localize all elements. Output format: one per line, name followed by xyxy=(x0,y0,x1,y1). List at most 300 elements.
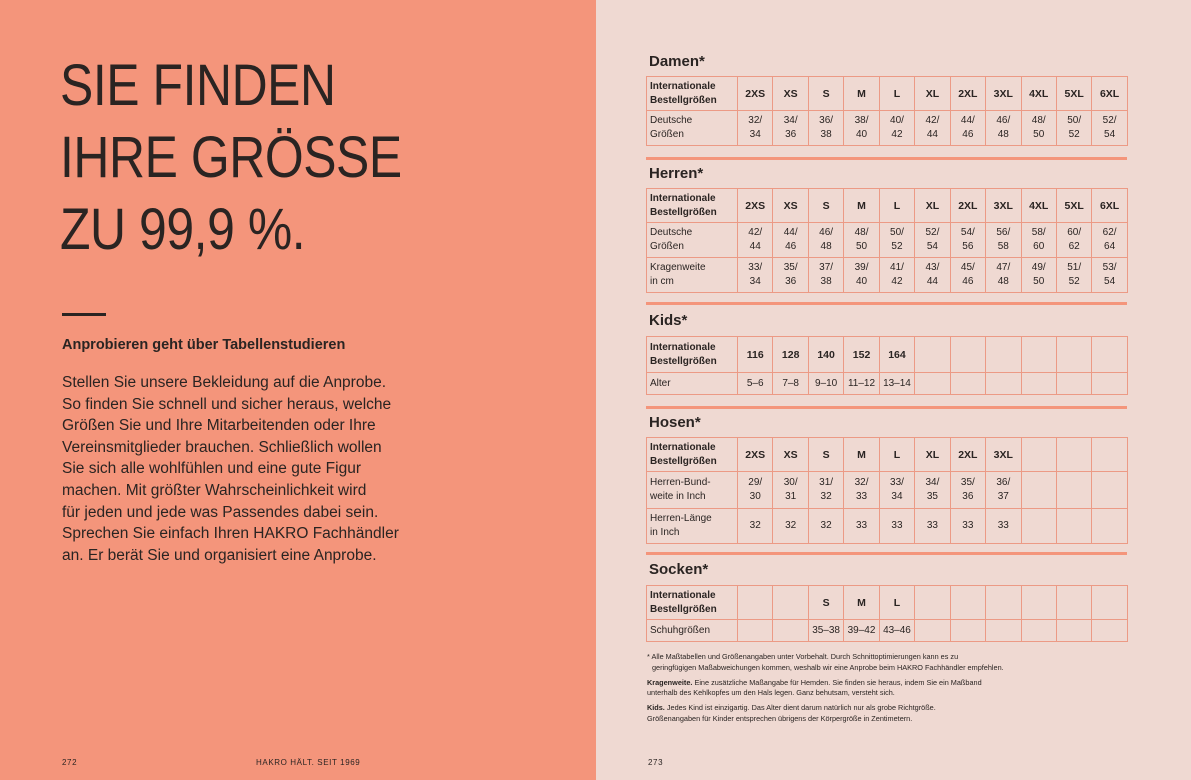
table-cell xyxy=(915,337,950,373)
table-cell: 33 xyxy=(915,509,950,544)
table-cell xyxy=(950,373,985,395)
table-cell: 13–14 xyxy=(879,373,914,395)
cell-line: 36/ xyxy=(819,115,834,126)
footnote xyxy=(647,703,1117,725)
table-cell xyxy=(915,620,950,642)
table-cell: XS xyxy=(773,438,808,472)
table-cell xyxy=(1056,373,1091,395)
footnote-line: unterhalb des Kehlkopfes um den Hals legen. Ganz behutsam, versteht sich. xyxy=(647,688,895,698)
row-label xyxy=(647,509,738,544)
table-cell xyxy=(1056,223,1091,258)
table-cell xyxy=(986,620,1021,642)
cell-line: 33 xyxy=(855,491,868,502)
section-title: Socken* xyxy=(649,561,709,578)
row-label xyxy=(647,223,738,258)
accent-rule xyxy=(62,313,106,316)
footnote-line: Jedes Kind ist einzigartig. Das Alter dient darum natürlich nur als grobe Richtgröße. xyxy=(664,703,936,713)
section-divider xyxy=(646,302,1127,305)
cell-line: 48 xyxy=(997,129,1009,140)
table-cell: 33 xyxy=(844,509,879,544)
table-cell: 5XL xyxy=(1056,77,1091,111)
cell-line: 36 xyxy=(785,129,797,140)
table-cell xyxy=(1092,438,1127,472)
table-cell xyxy=(738,472,773,509)
table-cell xyxy=(1092,472,1127,509)
cell-line: 51/ xyxy=(1067,262,1082,273)
headline-line: SIE FINDEN xyxy=(60,53,336,118)
cell-line: 44 xyxy=(926,129,938,140)
row-label xyxy=(647,620,738,642)
cell-line: 33/ xyxy=(890,477,904,488)
section-title: Damen* xyxy=(649,53,705,70)
cell-line: 35/ xyxy=(960,477,975,488)
table-cell xyxy=(738,586,773,620)
cell-line: 53/ xyxy=(1102,262,1117,273)
table-cell xyxy=(986,223,1021,258)
table-cell: S xyxy=(808,438,843,472)
table-cell xyxy=(808,258,843,293)
cell-line: 35 xyxy=(926,491,938,502)
table-cell xyxy=(986,337,1021,373)
row-label-line: in cm xyxy=(650,276,674,287)
row-label-line: Herren-Länge xyxy=(650,513,712,524)
table-cell: S xyxy=(808,586,843,620)
cell-line: 56/ xyxy=(996,227,1011,238)
table-cell xyxy=(1092,258,1127,293)
cell-line: 36/ xyxy=(996,477,1011,488)
cell-line: 39/ xyxy=(854,262,869,273)
headline-line: ZU 99,9 %. xyxy=(60,197,306,262)
cell-line: 52 xyxy=(891,241,903,252)
table-cell: 2XS xyxy=(738,77,773,111)
table-cell: 9–10 xyxy=(808,373,843,395)
subheading: Anprobieren geht über Tabellenstudieren xyxy=(62,337,346,353)
table-cell: 3XL xyxy=(986,438,1021,472)
section-title: Herren* xyxy=(649,165,704,182)
table-cell: 32 xyxy=(808,509,843,544)
table-cell: 2XL xyxy=(950,77,985,111)
cell-line: 42 xyxy=(891,276,903,287)
table-cell xyxy=(1092,509,1127,544)
body-line: machen. Mit größter Wahrscheinlichkeit wird xyxy=(62,481,367,499)
cell-line: 52 xyxy=(1068,129,1080,140)
row-label-line: Deutsche xyxy=(650,227,693,238)
cell-line: 46/ xyxy=(996,115,1011,126)
running-footer: HAKRO HÄLT. SEIT 1969 xyxy=(256,758,361,767)
table-row xyxy=(647,373,1128,395)
cell-line: 36 xyxy=(962,491,974,502)
table-cell: 6XL xyxy=(1092,77,1127,111)
row-label xyxy=(647,373,738,395)
table-cell xyxy=(1021,509,1056,544)
table-cell: 43–46 xyxy=(879,620,914,642)
table-cell xyxy=(773,258,808,293)
row-label xyxy=(647,77,738,111)
cell-line: 46/ xyxy=(819,227,834,238)
section-title: Hosen* xyxy=(649,414,701,431)
cell-line: 52/ xyxy=(925,227,940,238)
table-cell xyxy=(1021,472,1056,509)
cell-line: 52/ xyxy=(1102,115,1117,126)
table-cell xyxy=(1021,620,1056,642)
row-label-line: Internationale xyxy=(650,341,716,353)
table-cell xyxy=(950,258,985,293)
cell-line: 49/ xyxy=(1031,262,1046,273)
cell-line: 34 xyxy=(891,491,903,502)
row-label-line: Internationale xyxy=(650,589,716,601)
table-cell: 6XL xyxy=(1092,189,1127,223)
table-cell: 3XL xyxy=(986,77,1021,111)
row-label-line: Internationale xyxy=(650,80,716,92)
cell-line: 62 xyxy=(1068,241,1080,252)
cell-line: 54 xyxy=(1104,276,1116,287)
table-cell xyxy=(915,472,950,509)
table-cell xyxy=(986,472,1021,509)
table-cell xyxy=(773,223,808,258)
table-cell: XL xyxy=(915,189,950,223)
table-cell xyxy=(738,111,773,146)
headline-line: IHRE GRÖSSE xyxy=(60,125,402,190)
table-cell: 4XL xyxy=(1021,189,1056,223)
row-label-line: Größen xyxy=(650,241,684,252)
cell-line: 34/ xyxy=(925,477,940,488)
table-cell: M xyxy=(844,189,879,223)
section-divider xyxy=(646,157,1127,160)
table-cell: 2XS xyxy=(738,189,773,223)
row-label-line: Bestellgrößen xyxy=(650,206,717,218)
cell-line: 47/ xyxy=(996,262,1011,273)
row-label-line: Internationale xyxy=(650,441,716,453)
size-table xyxy=(646,585,1128,642)
cell-line: 50 xyxy=(1033,276,1045,287)
table-cell xyxy=(773,111,808,146)
table-row xyxy=(647,472,1128,509)
body-line: Stellen Sie unsere Bekleidung auf die Anprobe. xyxy=(62,374,387,391)
table-cell: XL xyxy=(915,77,950,111)
table-cell: 33 xyxy=(879,509,914,544)
footnote-line: Eine zusätzliche Maßangabe für Hemden. Sie finden sie heraus, indem Sie ein Maßband xyxy=(692,677,982,687)
cell-line: 40 xyxy=(855,276,868,287)
table-row xyxy=(647,586,1128,620)
footnote-line: Größenangaben für Kinder entsprechen übrigens der Körpergröße in Zentimetern. xyxy=(647,713,913,723)
table-cell: 152 xyxy=(844,337,879,373)
cell-line: 33/ xyxy=(748,262,763,273)
cell-line: 58/ xyxy=(1031,227,1046,238)
table-cell xyxy=(986,258,1021,293)
table-cell xyxy=(808,472,843,509)
cell-line: 62/ xyxy=(1102,227,1117,238)
cell-line: 32 xyxy=(820,491,832,502)
row-label xyxy=(647,189,738,223)
headline xyxy=(60,50,464,266)
table-cell xyxy=(1056,337,1091,373)
cell-line: 32/ xyxy=(748,115,763,126)
cell-line: 32/ xyxy=(854,477,869,488)
cell-line: 52 xyxy=(1068,276,1080,287)
table-cell: M xyxy=(844,438,879,472)
table-row xyxy=(647,509,1128,544)
cell-line: 48/ xyxy=(854,227,869,238)
table-cell xyxy=(1056,438,1091,472)
cell-line: 44 xyxy=(926,276,938,287)
cell-line: 60/ xyxy=(1067,227,1082,238)
row-label xyxy=(647,258,738,293)
table-cell xyxy=(1021,111,1056,146)
cell-line: 54 xyxy=(1104,129,1116,140)
table-cell xyxy=(1021,258,1056,293)
cell-line: 40/ xyxy=(890,115,904,126)
table-cell xyxy=(950,586,985,620)
table-cell xyxy=(844,472,879,509)
cell-line: 35/ xyxy=(783,262,798,273)
row-label-line: Deutsche xyxy=(650,115,693,126)
table-cell xyxy=(1092,111,1127,146)
row-label xyxy=(647,438,738,472)
table-cell xyxy=(1021,223,1056,258)
table-cell: 7–8 xyxy=(773,373,808,395)
size-table xyxy=(646,437,1128,544)
table-cell xyxy=(986,373,1021,395)
cell-line: 48 xyxy=(820,241,832,252)
cell-line: 38/ xyxy=(854,115,869,126)
footnote-line: * Alle Maßtabellen und Größenangaben unter Vorbehalt. Durch Schnittoptimierungen kann es zu xyxy=(647,652,959,661)
row-label-line: Bestellgrößen xyxy=(650,603,717,615)
row-label-line: Kragenweite xyxy=(650,262,706,273)
table-cell xyxy=(1056,111,1091,146)
table-cell xyxy=(1021,373,1056,395)
row-label-line: Internationale xyxy=(650,192,716,204)
table-cell xyxy=(1021,586,1056,620)
cell-line: 50 xyxy=(855,241,868,252)
table-cell: M xyxy=(844,586,879,620)
table-cell xyxy=(950,620,985,642)
cell-line: 37/ xyxy=(819,262,834,273)
table-cell xyxy=(879,258,914,293)
body-line: Sie sich alle wohlfühlen und eine gute Figur xyxy=(62,460,361,478)
table-cell: 32 xyxy=(738,509,773,544)
page-number-left: 272 xyxy=(62,758,78,767)
table-cell xyxy=(808,111,843,146)
table-cell xyxy=(773,472,808,509)
table-cell: 33 xyxy=(986,509,1021,544)
table-cell xyxy=(950,472,985,509)
table-cell: 2XL xyxy=(950,189,985,223)
table-cell xyxy=(915,373,950,395)
body-line: Vereinsmitglieder brauchen. Schließlich wollen xyxy=(62,438,382,456)
table-row xyxy=(647,189,1128,223)
table-cell: 5–6 xyxy=(738,373,773,395)
cell-line: 42/ xyxy=(925,115,940,126)
table-cell xyxy=(879,111,914,146)
table-cell: 140 xyxy=(808,337,843,373)
cell-line: 44/ xyxy=(783,227,798,238)
row-label xyxy=(647,337,738,373)
section-divider xyxy=(646,406,1127,409)
table-cell: XS xyxy=(773,189,808,223)
table-cell: 164 xyxy=(879,337,914,373)
table-row xyxy=(647,337,1128,373)
table-cell: L xyxy=(879,586,914,620)
cell-line: 50/ xyxy=(1067,115,1082,126)
row-label-line: Alter xyxy=(650,377,671,389)
table-cell: 2XS xyxy=(738,438,773,472)
table-row xyxy=(647,223,1128,258)
table-row xyxy=(647,620,1128,642)
table-cell: L xyxy=(879,77,914,111)
body-line: Größen Sie und Ihre Mitarbeitenden oder Ihre xyxy=(62,417,376,435)
cell-line: 50 xyxy=(1033,129,1045,140)
table-cell xyxy=(844,258,879,293)
table-cell: 35–38 xyxy=(808,620,843,642)
table-row xyxy=(647,77,1128,111)
cell-line: 29/ xyxy=(748,477,763,488)
cell-line: 38 xyxy=(820,129,832,140)
table-cell xyxy=(1092,337,1127,373)
table-cell xyxy=(950,223,985,258)
table-cell xyxy=(986,111,1021,146)
table-cell: 128 xyxy=(773,337,808,373)
body-line: an. Er berät Sie und organisiert eine Anprobe. xyxy=(62,546,377,564)
table-cell xyxy=(1092,223,1127,258)
table-cell xyxy=(844,111,879,146)
cell-line: 42/ xyxy=(748,227,763,238)
footnote xyxy=(647,678,1117,700)
table-cell: 32 xyxy=(773,509,808,544)
table-cell xyxy=(773,620,808,642)
cell-line: 34 xyxy=(749,129,761,140)
cell-line: 36 xyxy=(785,276,797,287)
row-label-line: weite in Inch xyxy=(650,491,706,502)
body-line: So finden Sie schnell und sicher heraus, welche xyxy=(62,395,392,413)
table-cell: XL xyxy=(915,438,950,472)
cell-line: 31/ xyxy=(819,477,834,488)
body-line: Sprechen Sie einfach Ihren HAKRO Fachhändler xyxy=(62,525,399,543)
cell-line: 40 xyxy=(855,129,868,140)
footnote xyxy=(647,652,1117,674)
cell-line: 34 xyxy=(749,276,761,287)
footnote-term: Kragenweite. xyxy=(647,677,693,687)
table-cell xyxy=(915,111,950,146)
cell-line: 31 xyxy=(785,491,797,502)
cell-line: 48 xyxy=(997,276,1009,287)
cell-line: 37 xyxy=(997,491,1009,502)
table-cell xyxy=(950,111,985,146)
table-cell: 4XL xyxy=(1021,77,1056,111)
section-divider xyxy=(646,552,1127,555)
cell-line: 30 xyxy=(749,491,761,502)
table-cell: S xyxy=(808,189,843,223)
table-row xyxy=(647,258,1128,293)
cell-line: 54 xyxy=(926,241,938,252)
cell-line: 48/ xyxy=(1031,115,1046,126)
table-row xyxy=(647,111,1128,146)
table-cell: M xyxy=(844,77,879,111)
table-cell: 39–42 xyxy=(844,620,879,642)
cell-line: 64 xyxy=(1104,241,1116,252)
table-cell: 33 xyxy=(950,509,985,544)
table-cell xyxy=(1092,373,1127,395)
section-title: Kids* xyxy=(649,312,688,329)
cell-line: 54/ xyxy=(960,227,975,238)
table-cell xyxy=(1021,438,1056,472)
row-label-line: Größen xyxy=(650,129,684,140)
table-cell xyxy=(1056,620,1091,642)
table-cell xyxy=(1092,586,1127,620)
page-number-right: 273 xyxy=(648,758,664,767)
table-cell: 116 xyxy=(738,337,773,373)
row-label-line: Bestellgrößen xyxy=(650,355,717,367)
cell-line: 50/ xyxy=(890,227,904,238)
table-cell xyxy=(1056,586,1091,620)
size-table xyxy=(646,336,1128,395)
body-line: für jeden und jede was Passendes dabei sein. xyxy=(62,503,379,521)
footnote-term: Kids. xyxy=(647,703,665,713)
row-label-line: Bestellgrößen xyxy=(650,455,717,467)
table-cell xyxy=(1021,337,1056,373)
cell-line: 43/ xyxy=(925,262,940,273)
table-row xyxy=(647,438,1128,472)
table-cell: 5XL xyxy=(1056,189,1091,223)
table-cell xyxy=(950,337,985,373)
size-table xyxy=(646,76,1128,146)
table-cell: XS xyxy=(773,77,808,111)
table-cell xyxy=(738,258,773,293)
row-label-line: Bestellgrößen xyxy=(650,94,717,106)
table-cell xyxy=(738,620,773,642)
table-cell xyxy=(915,258,950,293)
cell-line: 41/ xyxy=(890,262,904,273)
table-cell: L xyxy=(879,189,914,223)
table-cell xyxy=(915,223,950,258)
table-cell xyxy=(879,472,914,509)
cell-line: 30/ xyxy=(783,477,798,488)
cell-line: 58 xyxy=(997,241,1009,252)
row-label xyxy=(647,472,738,509)
cell-line: 45/ xyxy=(960,262,975,273)
cell-line: 46 xyxy=(962,276,974,287)
cell-line: 44/ xyxy=(960,115,975,126)
cell-line: 44 xyxy=(749,241,761,252)
cell-line: 60 xyxy=(1033,241,1045,252)
table-cell xyxy=(915,586,950,620)
cell-line: 42 xyxy=(891,129,903,140)
table-cell xyxy=(844,223,879,258)
table-cell xyxy=(1056,509,1091,544)
cell-line: 34/ xyxy=(783,115,798,126)
table-cell xyxy=(986,586,1021,620)
cell-line: 56 xyxy=(962,241,974,252)
row-label xyxy=(647,111,738,146)
table-cell: 11–12 xyxy=(844,373,879,395)
table-cell xyxy=(1056,472,1091,509)
cell-line: 46 xyxy=(962,129,974,140)
table-cell: S xyxy=(808,77,843,111)
table-cell: 3XL xyxy=(986,189,1021,223)
cell-line: 46 xyxy=(785,241,797,252)
footnotes xyxy=(647,652,1117,729)
table-cell xyxy=(1092,620,1127,642)
table-cell: 2XL xyxy=(950,438,985,472)
table-cell xyxy=(879,223,914,258)
row-label xyxy=(647,586,738,620)
row-label-line: Herren-Bund- xyxy=(650,477,711,488)
body-text xyxy=(62,372,422,566)
table-cell xyxy=(738,223,773,258)
table-cell: L xyxy=(879,438,914,472)
row-label-line: in Inch xyxy=(650,527,680,538)
row-label-line: Schuhgrößen xyxy=(650,624,711,636)
table-cell xyxy=(773,586,808,620)
